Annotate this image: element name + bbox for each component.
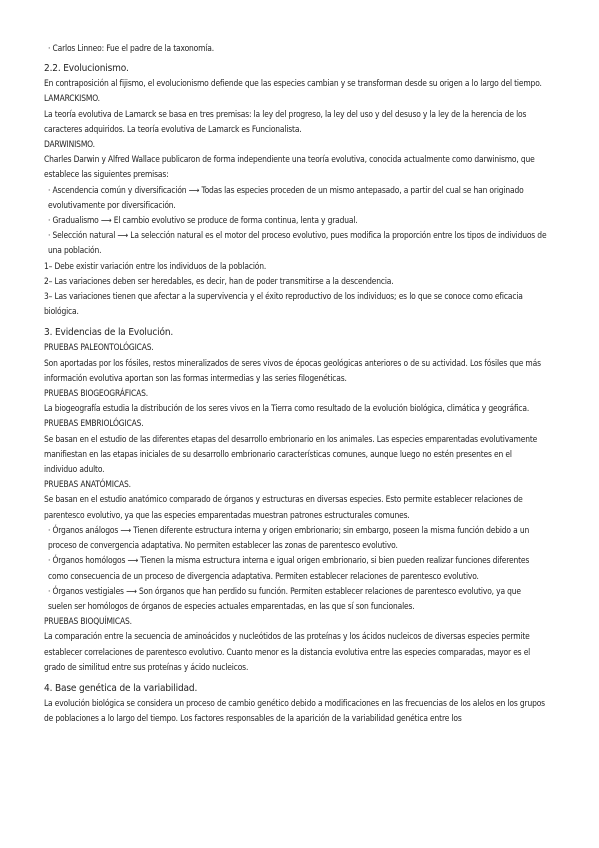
lamarckismo-heading: LAMARCKISMO. <box>44 93 100 104</box>
lamarckismo-text: La teoría evolutiva de Lamarck se basa en tres premisas: la ley del progreso, la ley del uso y del desuso y la ley de la herencia de los caracteres adquiridos. La teoría evolutiva de Lamarck es Funcionalista. <box>44 108 527 134</box>
organos-vestigiales: · Órganos vestigiales ⟶ Son órganos que han perdido su función. Permiten establecer relaciones de parentesco evolutivo, ya que suelen ser homólogos de órganos de especies actuales emparentadas, en las que sí son funcionales. <box>48 585 521 611</box>
paleontologicas-heading: PRUEBAS PALEONTOLÓGICAS. <box>44 342 154 353</box>
darwin-bullet-ascendencia: · Ascendencia común y diversificación ⟶ Todas las especies proceden de un mismo antepasado, a partir del cual se han originado evolutivamente por diversificación. <box>48 184 524 210</box>
section-heading-evidencias: 3. Evidencias de la Evolución. <box>44 327 174 339</box>
seleccion-point-1: 1– Debe existir variación entre los individuos de la población. <box>44 260 267 271</box>
evolucionismo-intro: En contraposición al fijismo, el evolucionismo defiende que las especies cambian y se transforman desde su origen a lo largo del tiempo. <box>44 78 542 89</box>
linnaeus-line: · Carlos Linneo: Fue el padre de la taxonomía. <box>48 43 214 53</box>
darwinismo-heading: DARWINISMO. <box>44 139 95 150</box>
paleontologicas-text: Son aportadas por los fósiles, restos mineralizados de seres vivos de épocas geológicas anteriores o de su actividad. Los fósiles que más información evolutiva aportan son las formas intermedias y las series filogenéticas. <box>44 357 541 383</box>
biogeograficas-heading: PRUEBAS BIOGEOGRÁFICAS. <box>44 388 148 399</box>
organos-homologos: · Órganos homólogos ⟶ Tienen la misma estructura interna e igual origen embrionario, si bien pueden realizar funciones diferentes como consecuencia de un proceso de divergencia adaptativa. Permiten establecer relaciones de parentesco evolutivo. <box>48 555 530 581</box>
darwin-bullet-gradualismo: · Gradualismo ⟶ El cambio evolutivo se produce de forma continua, lenta y gradual. <box>48 215 358 226</box>
seleccion-point-2: 2– Las variaciones deben ser heredables, es decir, han de poder transmitirse a la descendencia. <box>44 275 394 286</box>
bioquimicas-text: La comparación entre la secuencia de aminoácidos y nucleótidos de las proteínas y los ácidos nucleicos de diversas especies permite establecer correlaciones de parentesco evolutivo. Cuanto menor es la distancia evolutiva entre las especies comparadas, mayor es el grado de similitud entre sus proteínas y ácido nucleicos. <box>44 631 531 672</box>
base-genetica-text: La evolución biológica se considera un proceso de cambio genético debido a modificaciones en las frecuencias de los alelos en los grupos de poblaciones a lo largo del tiempo. Los factores responsables de la aparición de la variabilidad genética entre los <box>44 697 545 724</box>
darwinismo-text: Charles Darwin y Alfred Wallace publicaron de forma independiente una teoría evolutiva, conocida actualmente como darwinismo, que establece las siguientes premisas: <box>44 154 535 180</box>
darwin-bullet-seleccion: · Selección natural ⟶ La selección natural es el motor del proceso evolutivo, pues modifica la proporción entre los tipos de individuos de una población. <box>48 230 547 256</box>
embriologicas-heading: PRUEBAS EMBRIOLÓGICAS. <box>44 418 144 429</box>
biogeograficas-text: La biogeografía estudia la distribución de los seres vivos en la Tierra como resultado de la evolución biológica, climática y geográfica. <box>44 403 530 414</box>
seleccion-point-3: 3– Las variaciones tienen que afectar a la supervivencia y el éxito reproductivo de los individuos; es lo que se conoce como eficacia biológica. <box>44 291 523 317</box>
section-heading-evolucionismo: 2.2. Evolucionismo. <box>44 63 129 75</box>
bioquimicas-heading: PRUEBAS BIOQUÍMICAS. <box>44 616 132 627</box>
organos-analogos: · Órganos análogos ⟶ Tienen diferente estructura interna y origen embrionario; sin embargo, poseen la misma función debido a un proceso de convergencia adaptativa. No permiten establecer las zonas de parentesco evolutivo. <box>48 524 530 551</box>
anatomicas-heading: PRUEBAS ANATÓMICAS. <box>44 479 131 490</box>
section-heading-base-genetica: 4. Base genética de la variabilidad. <box>44 682 198 694</box>
anatomicas-text: Se basan en el estudio anatómico comparado de órganos y estructuras en diversas especies. Esto permite establecer relaciones de parentesco evolutivo, ya que las especies emparentadas muestran patrones estructurales comunes. <box>44 494 523 520</box>
embriologicas-text: Se basan en el estudio de las diferentes etapas del desarrollo embrionario en los animales. Las especies emparentadas evolutivamente manifiestan en las etapas iniciales de su desarrollo embrionario características comunes, aunque luego no estén presentes en el individuo adulto. <box>44 433 538 475</box>
